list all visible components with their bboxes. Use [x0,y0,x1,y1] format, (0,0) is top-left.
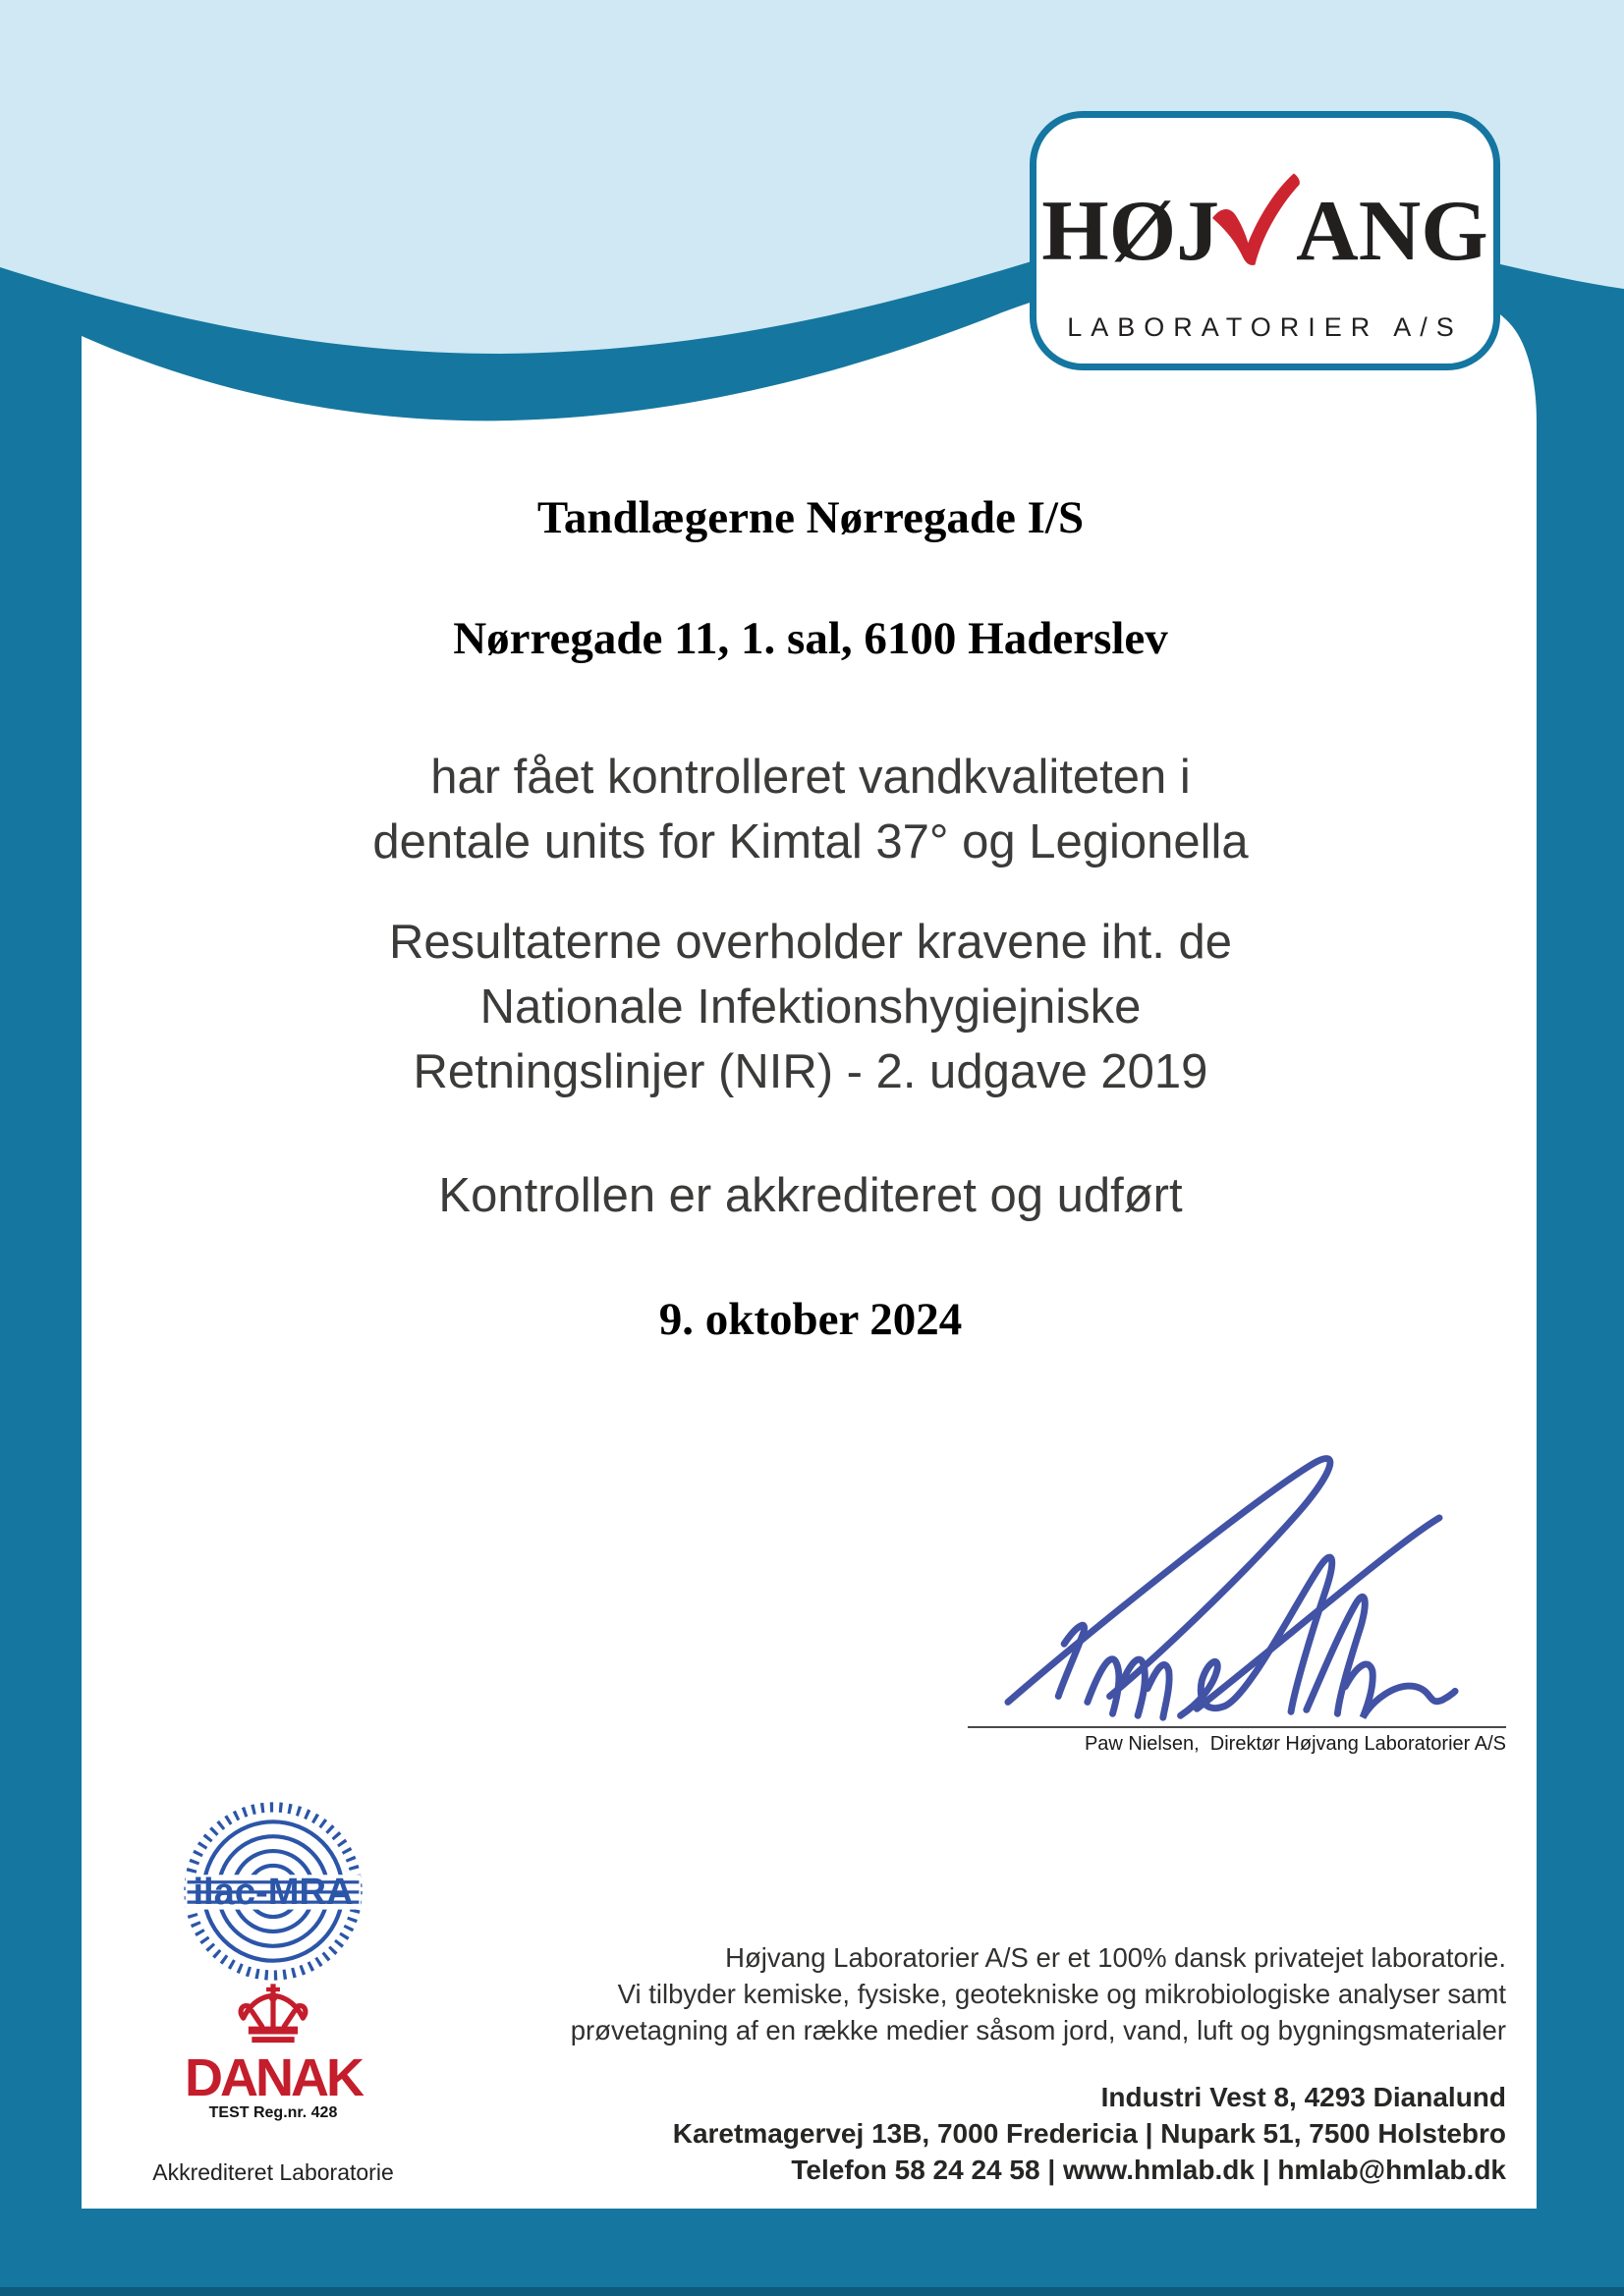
footer-address-block [425,2079,1506,2188]
statement-line: Retningslinjer (NIR) - 2. udgave 2019 [413,1045,1208,1098]
recipient-name: Tandlægerne Nørregade I/S [536,492,1085,543]
logo-word-right: ANG [1296,183,1488,279]
footer-address-line: Industri Vest 8, 4293 Dianalund [1100,2082,1506,2112]
footer-address-line: Telefon 58 24 24 58 | www.hmlab.dk | hmlab@hmlab.dk [791,2155,1506,2185]
danak-wordmark: DANAK [185,2048,362,2107]
company-logo-box [1030,111,1500,370]
footer-about-line: Vi tilbyder kemiske, fysiske, geotekniske og mikrobiologiske analyser samt [617,1979,1506,2009]
frame-bottom-band [0,2209,1624,2296]
ilac-mra-seal-icon [182,1800,364,1983]
ilac-mra-label: ilac-MRA [193,1871,354,1914]
statement-line: Resultaterne overholder kravene iht. de [388,916,1232,969]
logo-subtitle: LABORATORIER A/S [1067,311,1463,342]
recipient-address: Nørregade 11, 1. sal, 6100 Haderslev [453,613,1168,664]
certificate-date: 9. oktober 2024 [658,1294,963,1345]
statement-paragraph-2 [82,910,1540,1104]
footer-address-line: Karetmagervej 13B, 7000 Fredericia | Nupark 51, 7500 Holstebro [672,2118,1506,2149]
danak-reg-number: TEST Reg.nr. 428 [208,2104,338,2121]
footer-about-block [425,1939,1506,2048]
statement-paragraph-3: Kontrollen er akkrediteret og udført [438,1169,1183,1222]
signature-caption: Paw Nielsen, Direktør Højvang Laboratorier A/S [1084,1733,1506,1755]
accreditation-status-label: Akkrediteret Laboratorie [152,2159,394,2185]
statement-line: dentale units for Kimtal 37° og Legionella [372,815,1249,868]
statement-line: har fået kontrolleret vandkvaliteten i [430,751,1191,804]
check-icon [1209,142,1304,296]
danak-crown-icon [235,1983,311,2053]
logo-word-left: HØJ [1041,183,1220,279]
frame-right-band [1537,422,1624,2296]
footer-about-line: Højvang Laboratorier A/S er et 100% dansk privatejet laboratorie. [725,1942,1506,1973]
signature-ink [943,1442,1499,1733]
signature-rule [968,1726,1506,1728]
frame-left-band [0,393,82,2296]
frame-bottom-dark-strip [0,2287,1624,2296]
company-logo-wordmark [1041,153,1487,310]
statement-line: Nationale Infektionshygiejniske [479,980,1142,1034]
footer-about-line: prøvetagning af en række medier såsom jord, vand, luft og bygningsmaterialer [570,2015,1506,2045]
statement-paragraph-1 [82,745,1540,874]
